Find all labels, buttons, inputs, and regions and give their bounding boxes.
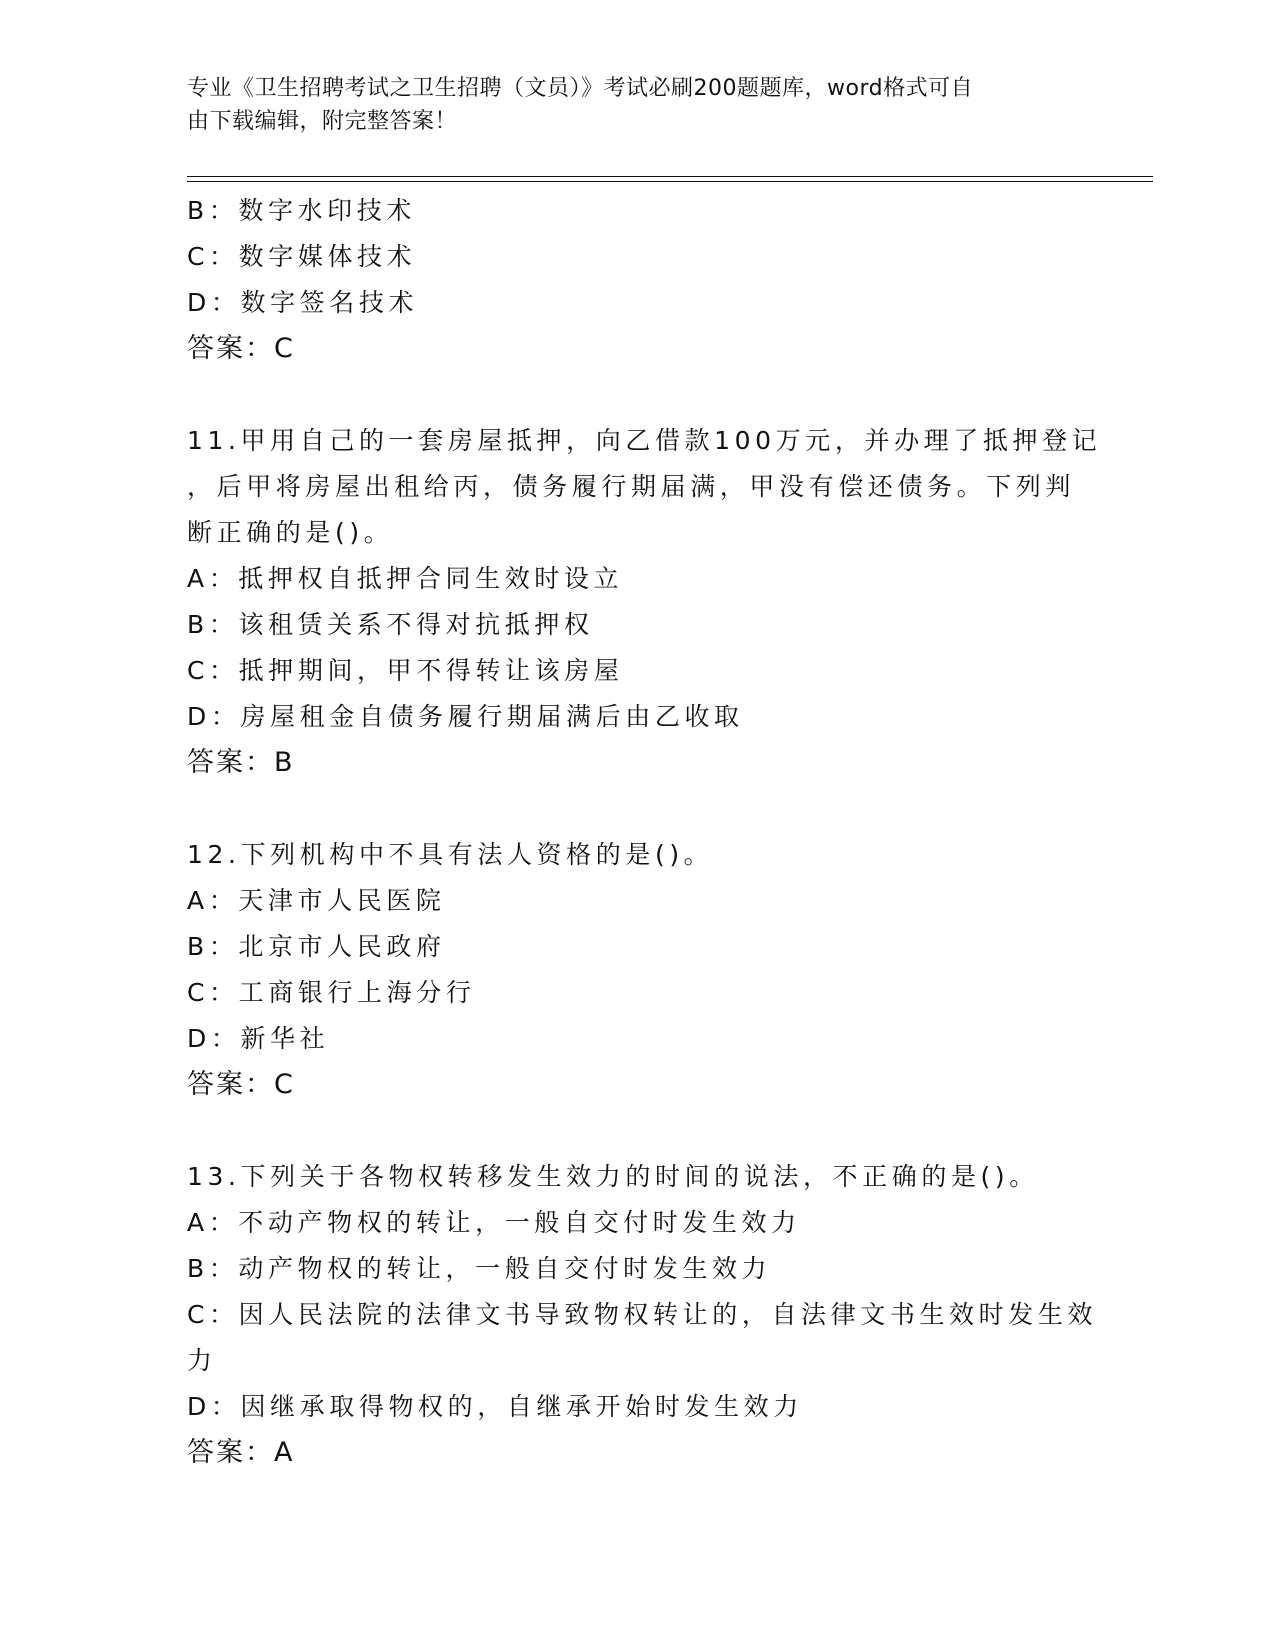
- question-stem: 断正确的是()。: [187, 518, 394, 547]
- question-11: [187, 418, 1102, 786]
- document-header: [187, 72, 1087, 138]
- option-line: D：房屋租金自债务履行期届满后由乙收取: [187, 702, 744, 731]
- option-line: B：该租赁关系不得对抗抵押权: [187, 610, 594, 639]
- question-content: [187, 188, 1102, 1476]
- answer-line: 答案：B: [187, 747, 295, 778]
- header-divider-top: [187, 176, 1153, 177]
- option-line: D：数字签名技术: [187, 288, 419, 317]
- answer-line: 答案：C: [187, 333, 295, 364]
- question-stem: 12.下列机构中不具有法人资格的是()。: [187, 840, 714, 869]
- header-line-1: 专业《卫生招聘考试之卫生招聘（文员）》考试必刷200题题库，word格式可自: [187, 76, 974, 101]
- option-line: A：天津市人民医院: [187, 886, 446, 915]
- question-stem: 13.下列关于各物权转移发生效力的时间的说法，不正确的是()。: [187, 1162, 1039, 1191]
- option-line: 力: [187, 1346, 217, 1375]
- header-divider-bottom: [187, 181, 1153, 182]
- answer-line: 答案：C: [187, 1069, 295, 1100]
- spacer: [187, 1108, 1087, 1154]
- option-line: B：动产物权的转让，一般自交付时发生效力: [187, 1254, 772, 1283]
- option-line: A：不动产物权的转让，一般自交付时发生效力: [187, 1208, 801, 1237]
- spacer: [187, 372, 1087, 418]
- previous-question-tail: [187, 188, 1087, 372]
- option-line: C：数字媒体技术: [187, 242, 417, 271]
- option-line: D：因继承取得物权的，自继承开始时发生效力: [187, 1392, 803, 1421]
- option-line: C：工商银行上海分行: [187, 978, 476, 1007]
- option-line: B：北京市人民政府: [187, 932, 446, 961]
- question-12: [187, 832, 1087, 1108]
- header-line-2: 由下载编辑，附完整答案！: [187, 109, 458, 134]
- option-line: D：新华社: [187, 1024, 330, 1053]
- option-line: C：因人民法院的法律文书导致物权转让的，自法律文书生效时发生效: [187, 1300, 1098, 1329]
- question-13: [187, 1154, 1098, 1476]
- option-line: B：数字水印技术: [187, 196, 416, 225]
- answer-line: 答案：A: [187, 1437, 295, 1468]
- option-line: C：抵押期间，甲不得转让该房屋: [187, 656, 624, 685]
- question-stem: 11.甲用自己的一套房屋抵押，向乙借款100万元，并办理了抵押登记: [187, 426, 1102, 455]
- question-stem: ，后甲将房屋出租给丙，债务履行期届满，甲没有偿还债务。下列判: [187, 472, 1076, 501]
- option-line: A：抵押权自抵押合同生效时设立: [187, 564, 624, 593]
- spacer: [187, 786, 1087, 832]
